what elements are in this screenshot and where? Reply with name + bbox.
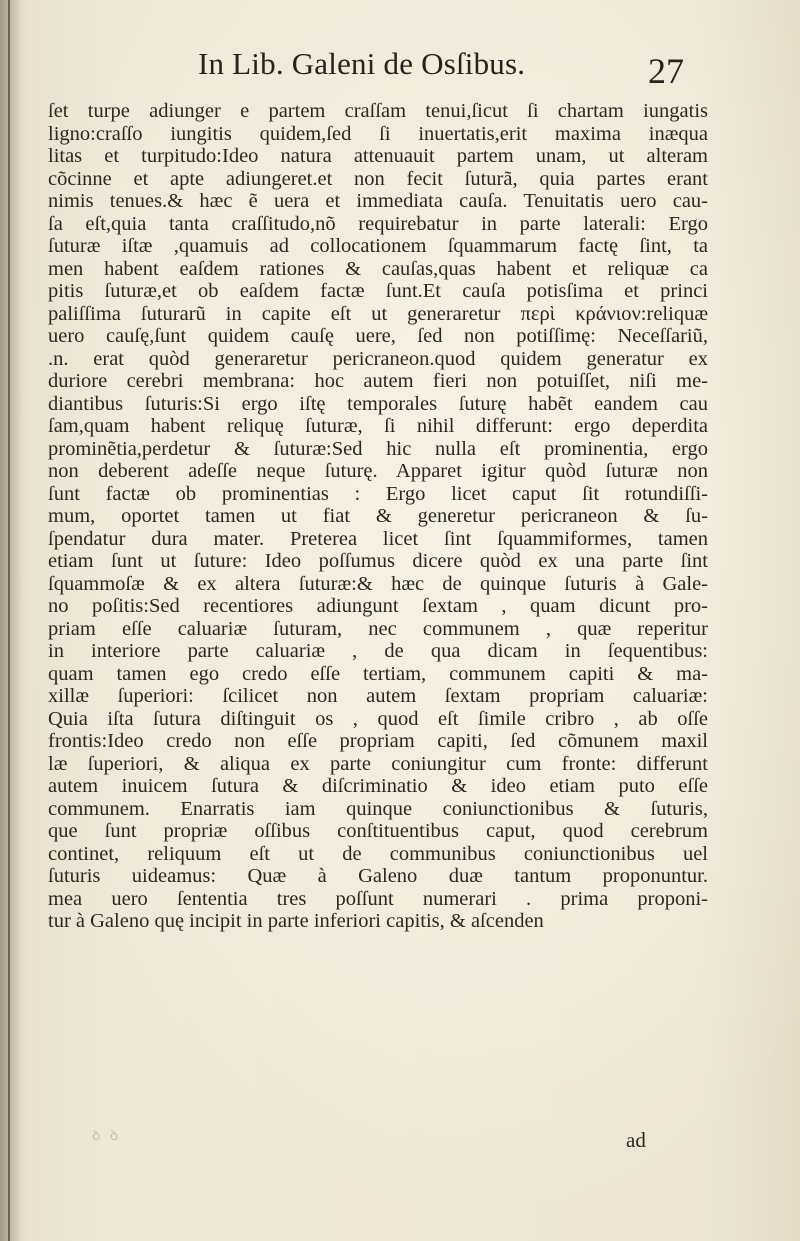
text-line: læ ſuperiori, & aliqua ex parte coniungitur cum fronte: differunt bbox=[48, 752, 708, 775]
body-text bbox=[48, 100, 708, 933]
page-number: 27 bbox=[648, 51, 684, 91]
text-line: etiam ſunt ut ſuture: Ideo poſſumus dicere quòd ex una parte ſint bbox=[48, 550, 708, 572]
text-line: tur à Galeno quę incipit in parte inferiori capitis, & aſcenden bbox=[48, 910, 544, 932]
text-line: continet, reliquum eſt ut de communibus coniunctionibus uel bbox=[48, 842, 708, 865]
text-line: in interiore parte caluariæ , de qua dicam in ſequentibus: bbox=[48, 640, 708, 662]
text-line: no poſitis:Sed recentiores adiungunt ſextam , quam dicunt pro- bbox=[48, 595, 708, 617]
text-line: ſuturæ iſtæ ,quamuis ad collocationem ſquammarum factę ſint, ta bbox=[48, 235, 708, 257]
text-line: ſam,quam habent reliquę ſuturæ, ſi nihil differunt: ergo deperdita bbox=[48, 415, 708, 437]
text-line: mum, oportet tamen ut fiat & generetur pericraneon & ſu- bbox=[48, 505, 708, 527]
text-line: litas et turpitudo:Ideo natura attenuauit partem unam, ut alteram bbox=[48, 145, 708, 167]
text-line: uero cauſę,ſunt quidem cauſę uere, ſed non potiſſimę: Neceſſariũ, bbox=[48, 325, 708, 347]
text-line: quam tamen ego credo eſſe tertiam, communem capiti & ma- bbox=[48, 662, 708, 685]
text-line: ſunt factæ ob prominentias : Ergo licet caput ſit rotundiſſi- bbox=[48, 482, 708, 505]
text-line: mea uero ſententia tres poſſunt numerari . prima proponi- bbox=[48, 887, 708, 910]
text-line: pitis ſuturæ,et ob eaſdem factæ ſunt.Et cauſa potisſima et princi bbox=[48, 280, 708, 302]
show-through-marks: ꝺ ꝺ bbox=[92, 1129, 122, 1144]
text-line: nimis tenues.& hæc ẽ uera et immediata cauſa. Tenuitatis uero cau- bbox=[48, 190, 708, 212]
catchword: ad bbox=[626, 1128, 646, 1152]
text-line: communem. Enarratis iam quinque coniunctionibus & ſuturis, bbox=[48, 797, 708, 820]
binding-fold-line bbox=[8, 0, 10, 1241]
text-line: priam eſſe caluariæ ſuturam, nec communem , quæ reperitur bbox=[48, 617, 708, 640]
text-line: ſquammoſæ & ex altera ſuturæ:& hæc de quinque ſuturis à Gale- bbox=[48, 572, 708, 595]
text-line: duriore cerebri membrana: hoc autem fieri non potuiſſet, niſi me- bbox=[48, 370, 708, 392]
text-line: prominẽtia,perdetur & ſuturæ:Sed hic nulla eſt prominentia, ergo bbox=[48, 437, 708, 460]
text-line: autem inuicem ſutura & diſcriminatio & ideo etiam puto eſſe bbox=[48, 775, 708, 797]
text-line: diantibus ſuturis:Si ergo iſtę temporales ſuturę habẽt eandem cau bbox=[48, 392, 708, 415]
text-line: ſpendatur dura mater. Preterea licet ſint ſquammiformes, tamen bbox=[48, 527, 708, 550]
text-line: ſa eſt,quia tanta craſſitudo,nõ requirebatur in parte laterali: Ergo bbox=[48, 212, 708, 235]
text-line: .n. erat quòd generaretur pericraneon.quod quidem generatur ex bbox=[48, 347, 708, 370]
text-line: xillæ ſuperiori: ſcilicet non autem ſextam propriam caluariæ: bbox=[48, 685, 708, 707]
page-header bbox=[0, 46, 800, 96]
text-line: Quia iſta ſutura diſtinguit os , quod eſt ſimile cribro , ab oſſe bbox=[48, 707, 708, 730]
text-line: cõcinne et apte adiungeret.et non fecit ſuturã, quia partes erant bbox=[48, 167, 708, 190]
text-line: non deberent adeſſe neque ſuturę. Apparet igitur quòd ſuturæ non bbox=[48, 460, 708, 482]
gutter-shadow bbox=[0, 0, 22, 1241]
text-line: ſuturis uideamus: Quæ à Galeno duæ tantum proponuntur. bbox=[48, 865, 708, 887]
text-line: ligno:craſſo iungitis quidem,ſed ſi inuertatis,erit maxima inæqua bbox=[48, 122, 708, 145]
running-title: In Lib. Galeni de Osſibus. bbox=[198, 46, 526, 81]
text-line: ſet turpe adiunger e partem craſſam tenui,ſicut ſi chartam iungatis bbox=[48, 100, 708, 122]
text-line: men habent eaſdem rationes & cauſas,quas habent et reliquæ ca bbox=[48, 257, 708, 280]
text-line: que ſunt propriæ oſſibus conſtituentibus caput, quod cerebrum bbox=[48, 820, 708, 842]
text-line: paliſſima ſuturarũ in capite eſt ut generaretur περὶ κράνιον:reliquæ bbox=[48, 302, 708, 325]
text-line: frontis:Ideo credo non eſſe propriam capiti, ſed cõmunem maxil bbox=[48, 730, 708, 752]
